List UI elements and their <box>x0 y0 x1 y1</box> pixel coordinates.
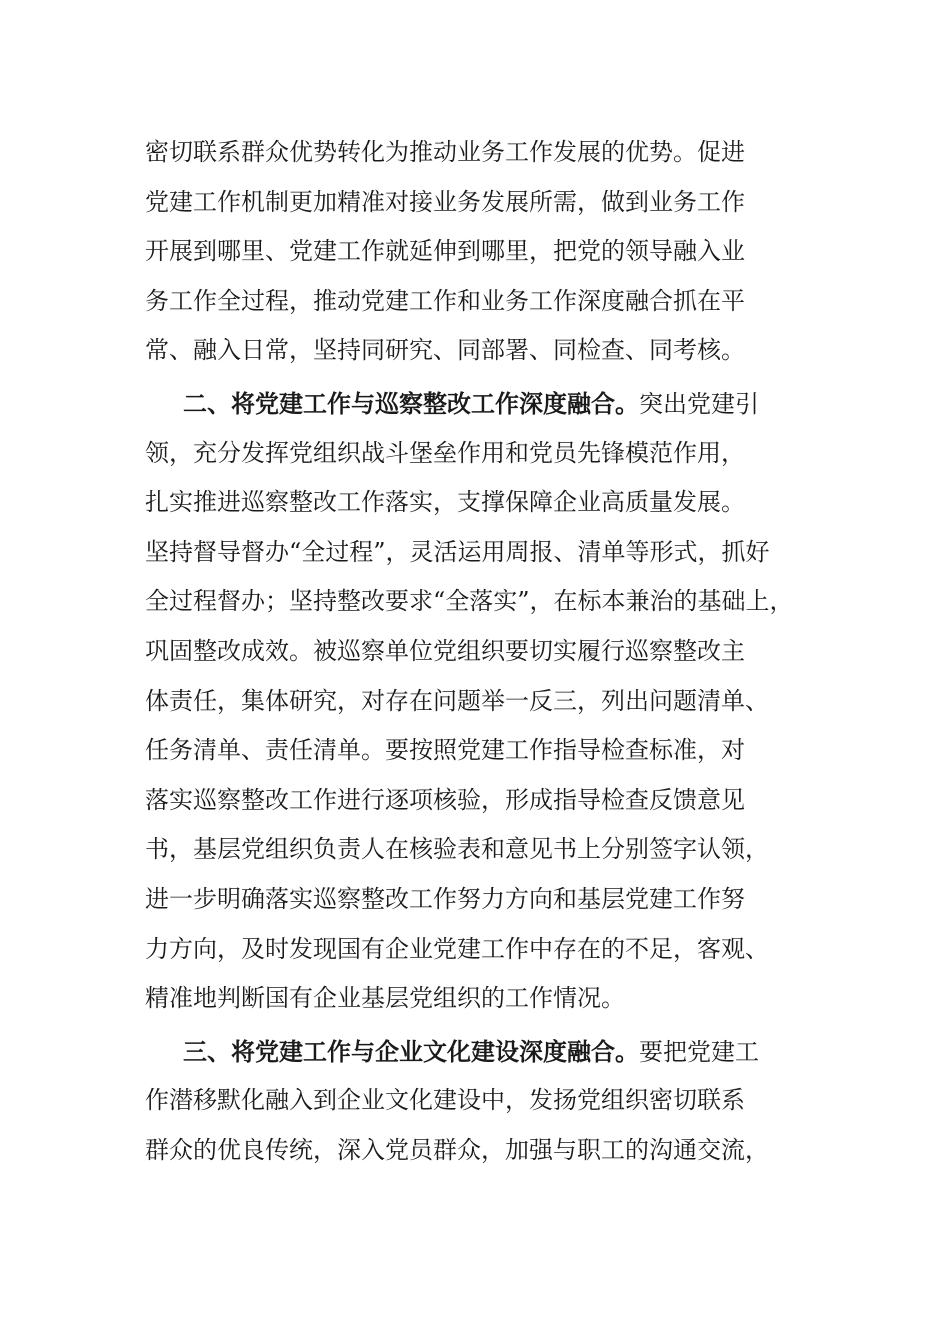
paragraph-2 <box>145 379 825 1024</box>
text-run: 要把党建工 <box>639 1037 759 1066</box>
text-line: 群众的优良传统，深入党员群众，加强与职工的沟通交流， <box>145 1135 769 1164</box>
text-line: 党建工作机制更加精准对接业务发展所需，做到业务工作 <box>145 187 745 216</box>
paragraph-3 <box>145 1027 825 1176</box>
text-line: 务工作全过程，推动党建工作和业务工作深度融合抓在平 <box>145 286 745 315</box>
text-line: 力方向，及时发现国有企业党建工作中存在的不足，客观、 <box>145 934 769 963</box>
section-heading: 三、将党建工作与企业文化建设深度融合。 <box>183 1036 639 1066</box>
text-line: 进一步明确落实巡察整改工作努力方向和基层党建工作努 <box>145 884 745 913</box>
text-line: 书，基层党组织负责人在核验表和意见书上分别签字认领， <box>145 835 769 864</box>
text-line: 常、融入日常，坚持同研究、同部署、同检查、同考核。 <box>145 336 745 365</box>
text-line: 领，充分发挥党组织战斗堡垒作用和党员先锋模范作用， <box>145 438 745 467</box>
text-run: 突出党建引 <box>639 389 759 418</box>
text-line: 任务清单、责任清单。要按照党建工作指导检查标准，对 <box>145 736 745 765</box>
text-line: 开展到哪里、党建工作就延伸到哪里，把党的领导融入业 <box>145 237 745 266</box>
text-line: 密切联系群众优势转化为推动业务工作发展的优势。促进 <box>145 138 745 166</box>
text-line: 坚持督导督办“全过程”，灵活运用周报、清单等形式，抓好 <box>145 537 770 566</box>
text-line: 全过程督办；坚持整改要求“全落实”，在标本兼治的基础上， <box>145 587 794 616</box>
text-line: 巩固整改成效。被巡察单位党组织要切实履行巡察整改主 <box>145 636 745 665</box>
text-line: 作潜移默化融入到企业文化建设中，发扬党组织密切联系 <box>145 1086 745 1115</box>
text-line: 精准地判断国有企业基层党组织的工作情况。 <box>145 984 625 1013</box>
text-line: 扎实推进巡察整改工作落实，支撑保障企业高质量发展。 <box>145 488 745 517</box>
paragraph-first-line <box>145 379 825 429</box>
body-text <box>145 128 825 1175</box>
section-heading: 二、将党建工作与巡察整改工作深度融合。 <box>183 388 639 418</box>
paragraph-1 <box>145 128 825 376</box>
paragraph-first-line <box>145 1027 825 1077</box>
text-line: 体责任，集体研究，对存在问题举一反三，列出问题清单、 <box>145 686 769 715</box>
text-line: 落实巡察整改工作进行逐项核验，形成指导检查反馈意见 <box>145 785 745 814</box>
